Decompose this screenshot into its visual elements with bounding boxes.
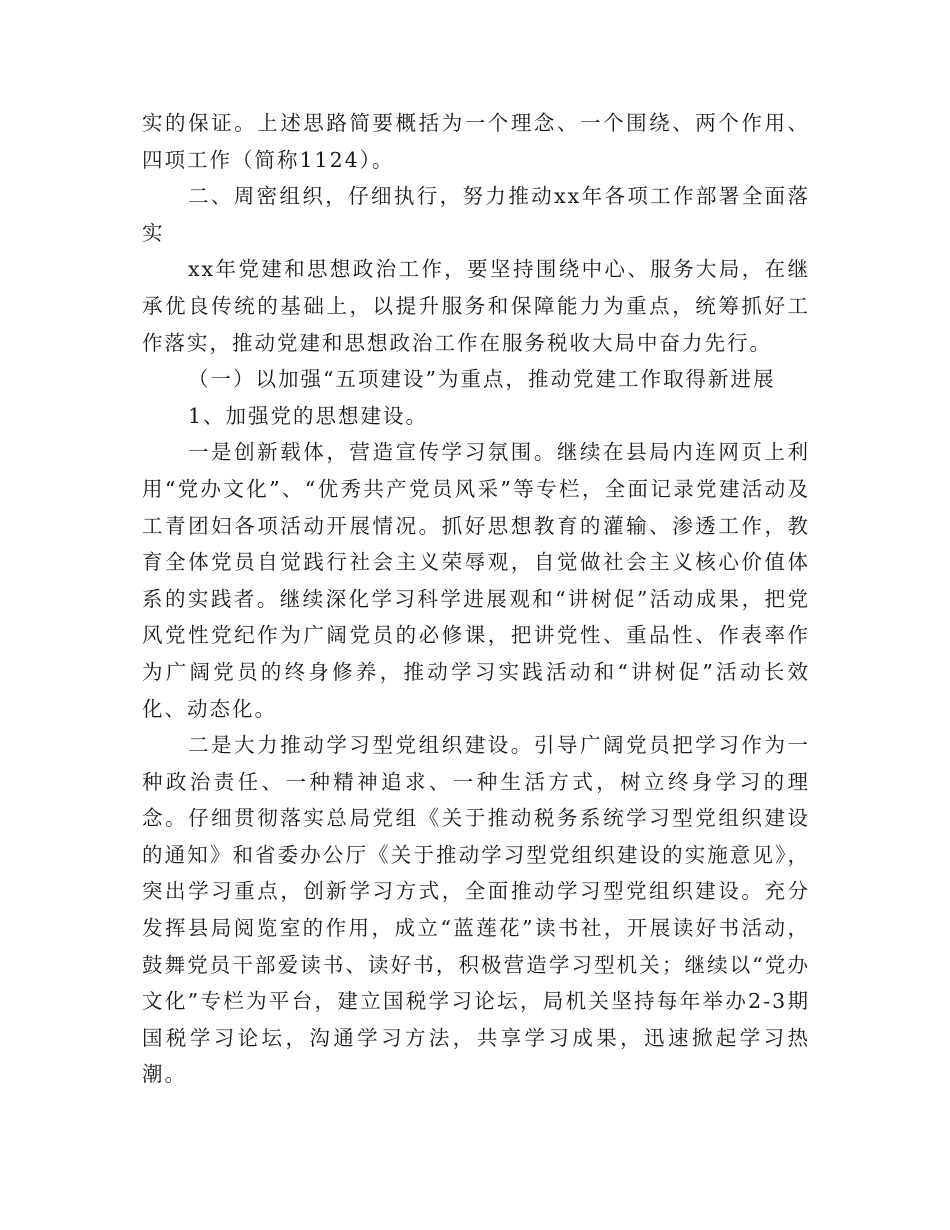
- paragraph-first-point: 一是创新载体，营造宣传学习氛围。继续在县局内连网页上利用“党办文化”、“优秀共产党员风采”等专栏，全面记录党建活动及工青团妇各项活动开展情况。抓好思想教育的灌输、渗透工作，教育全体党员自觉践行社会主义荣辱观，自觉做社会主义核心价值体系的实践者。继续深化学习科学进展观和“讲树促”活动成果，把党风党性党纪作为广阔党员的必修课，把讲党性、重品性、作表率作为广阔党员的终身修养，推动学习实践活动和“讲树促”活动长效化、动态化。: [142, 440, 810, 721]
- section-heading-two: 二、周密组织，仔细执行，努力推动xx年各项工作部署全面落实: [142, 184, 810, 245]
- paragraph-second-point: 二是大力推动学习型党组织建设。引导广阔党员把学习作为一种政治责任、一种精神追求、一种生活方式，树立终身学习的理念。仔细贯彻落实总局党组《关于推动税务系统学习型党组织建设的通知》和省委办公厅《关于推动学习型党组织建设的实施意见》，突出学习重点，创新学习方式，全面推动学习型党组织建设。充分发挥县局阅览室的作用，成立“蓝莲花”读书社，开展读好书活动，鼓舞党员干部爱读书、读好书，积极营造学习型机关；继续以“党办文化”专栏为平台，建立国税学习论坛，局机关坚持每年举办2-3期国税学习论坛，沟通学习方法，共享学习成果，迅速掀起学习热潮。: [142, 733, 810, 1087]
- paragraph-continuation: 实的保证。上述思路简要概括为一个理念、一个围绕、两个作用、四项工作（简称1124）。: [142, 111, 810, 172]
- paragraph-intro: xx年党建和思想政治工作，要坚持围绕中心、服务大局，在继承优良传统的基础上，以提升服务和保障能力为重点，统筹抓好工作落实，推动党建和思想政治工作在服务税收大局中奋力先行。: [142, 257, 810, 355]
- item-heading-1: 1、加强党的思想建设。: [188, 403, 429, 428]
- document-body: [142, 105, 810, 1093]
- subsection-heading-one: （一）以加强“五项建设”为重点，推动党建工作取得新进展: [188, 367, 776, 392]
